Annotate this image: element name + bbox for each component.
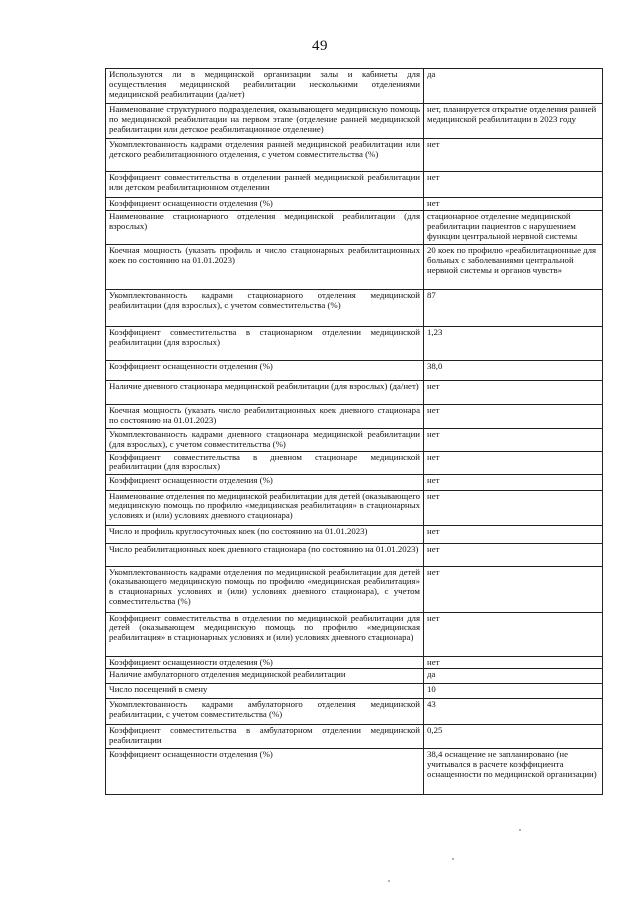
row-value: нет [424, 474, 603, 490]
table-row [106, 172, 603, 198]
row-label: Число реабилитационных коек дневного стационара (по состоянию на 01.01.2023) [106, 543, 424, 566]
row-label: Укомплектованность кадрами амбулаторного отделения медицинской реабилитации, с учетом совместительства (%) [106, 699, 424, 725]
table-row [106, 380, 603, 404]
row-value: 38,0 [424, 360, 603, 380]
row-label: Коэффициент оснащенности отделения (%) [106, 749, 424, 795]
table-row [106, 210, 603, 244]
table-row [106, 326, 603, 360]
table-row [106, 428, 603, 451]
row-label: Коэффициент оснащенности отделения (%) [106, 360, 424, 380]
row-label: Наименование структурного подразделения, оказывающего медицинскую помощь по медицинской реабилитации на первом этапе (отделение ранней медицинской реабилитации или детское реабилитационное отделение) [106, 104, 424, 139]
row-value: нет [424, 490, 603, 525]
row-value: 1,23 [424, 326, 603, 360]
row-label: Укомплектованность кадрами стационарного отделения медицинской реабилитации (для взрослых), с учетом совместительства (%) [106, 289, 424, 326]
table-row [106, 360, 603, 380]
row-value: 20 коек по профилю «реабилитационные для больных с заболеваниями центральной нервной системы и органов чувств» [424, 244, 603, 289]
row-label: Коэффициент оснащенности отделения (%) [106, 198, 424, 211]
row-label: Укомплектованность кадрами отделения по медицинской реабилитации для детей (оказывающего медицинскую помощь по профилю «медицинская реабилитация» в стационарных условиях и (или) условиях дневного стационара), с учетом совместительства (%) [106, 566, 424, 612]
row-label: Коэффициент оснащенности отделения (%) [106, 474, 424, 490]
row-value: нет [424, 525, 603, 543]
row-label: Коэффициент оснащенности отделения (%) [106, 656, 424, 669]
row-value: да [424, 69, 603, 104]
row-value: нет [424, 380, 603, 404]
row-value: нет [424, 198, 603, 211]
row-value: нет [424, 172, 603, 198]
row-label: Наименование отделения по медицинской реабилитации для детей (оказывающего медицинскую помощь по профилю «медицинская реабилитация» в стационарных условиях и (или) условиях дневного стационара) [106, 490, 424, 525]
row-value: нет [424, 451, 603, 474]
row-label: Наличие амбулаторного отделения медицинской реабилитации [106, 669, 424, 684]
table-row [106, 104, 603, 139]
row-label: Коечная мощность (указать профиль и число стационарных реабилитационных коек по состоянию на 01.01.2023) [106, 244, 424, 289]
row-label: Используются ли в медицинской организации залы и кабинеты для осуществления медицинской реабилитации несколькими отделениями медицинской реабилитации (да/нет) [106, 69, 424, 104]
row-label: Наличие дневного стационара медицинской реабилитации (для взрослых) (да/нет) [106, 380, 424, 404]
scan-speck [519, 829, 521, 831]
table-row [106, 490, 603, 525]
row-label: Коэффициент совместительства в дневном стационаре медицинской реабилитации (для взрослых) [106, 451, 424, 474]
row-value: 87 [424, 289, 603, 326]
table-row [106, 404, 603, 428]
row-label: Число и профиль круглосуточных коек (по состоянию на 01.01.2023) [106, 525, 424, 543]
row-value: 0,25 [424, 725, 603, 749]
row-label: Наименование стационарного отделения медицинской реабилитации (для взрослых) [106, 210, 424, 244]
table-row [106, 139, 603, 172]
scan-speck [388, 880, 390, 882]
row-label: Коэффициент совместительства в амбулаторном отделении медицинской реабилитации [106, 725, 424, 749]
row-value: нет [424, 612, 603, 656]
table-row [106, 69, 603, 104]
row-value: 10 [424, 684, 603, 699]
row-value: стационарное отделение медицинской реабилитации пациентов с нарушением функции центральной нервной системы [424, 210, 603, 244]
row-label: Коэффициент совместительства в стационарном отделении медицинской реабилитации (для взрослых) [106, 326, 424, 360]
row-label: Коэффициент совместительства в отделении ранней медицинской реабилитации или детском реабилитационном отделении [106, 172, 424, 198]
table-row [106, 566, 603, 612]
table-row [106, 525, 603, 543]
table-row [106, 612, 603, 656]
row-value: 43 [424, 699, 603, 725]
table-row [106, 451, 603, 474]
row-value: нет [424, 404, 603, 428]
row-value: 38,4 оснащение не запланировано (не учитывался в расчете коэффициента оснащенности по медицинской организации) [424, 749, 603, 795]
table-row [106, 656, 603, 669]
page-number: 49 [312, 38, 328, 54]
row-value: нет [424, 566, 603, 612]
row-value: нет [424, 428, 603, 451]
rehabilitation-data-table [105, 68, 603, 795]
table-row [106, 289, 603, 326]
table-row [106, 543, 603, 566]
row-label: Число посещений в смену [106, 684, 424, 699]
row-value: нет, планируется открытие отделения ранней медицинской реабилитации в 2023 году [424, 104, 603, 139]
row-value: нет [424, 656, 603, 669]
row-value: нет [424, 543, 603, 566]
table-row [106, 699, 603, 725]
table-row [106, 684, 603, 699]
row-value: нет [424, 139, 603, 172]
table-row [106, 198, 603, 211]
table-row [106, 474, 603, 490]
row-label: Укомплектованность кадрами отделения ранней медицинской реабилитации или детского реабилитационного отделения, с учетом совместительства (%) [106, 139, 424, 172]
scan-speck [452, 858, 454, 860]
table-row [106, 244, 603, 289]
row-label: Коэффициент совместительства в отделении по медицинской реабилитации для детей (оказывающем медицинскую помощь по профилю «медицинская реабилитация» в стационарных условиях и (или) условиях дневного стационара) [106, 612, 424, 656]
row-label: Укомплектованность кадрами дневного стационара медицинской реабилитации (для взрослых), с учетом совместительства (%) [106, 428, 424, 451]
row-label: Коечная мощность (указать число реабилитационных коек дневного стационара по состоянию на 01.01.2023) [106, 404, 424, 428]
table-row [106, 749, 603, 795]
table-row [106, 669, 603, 684]
table-row [106, 725, 603, 749]
row-value: да [424, 669, 603, 684]
